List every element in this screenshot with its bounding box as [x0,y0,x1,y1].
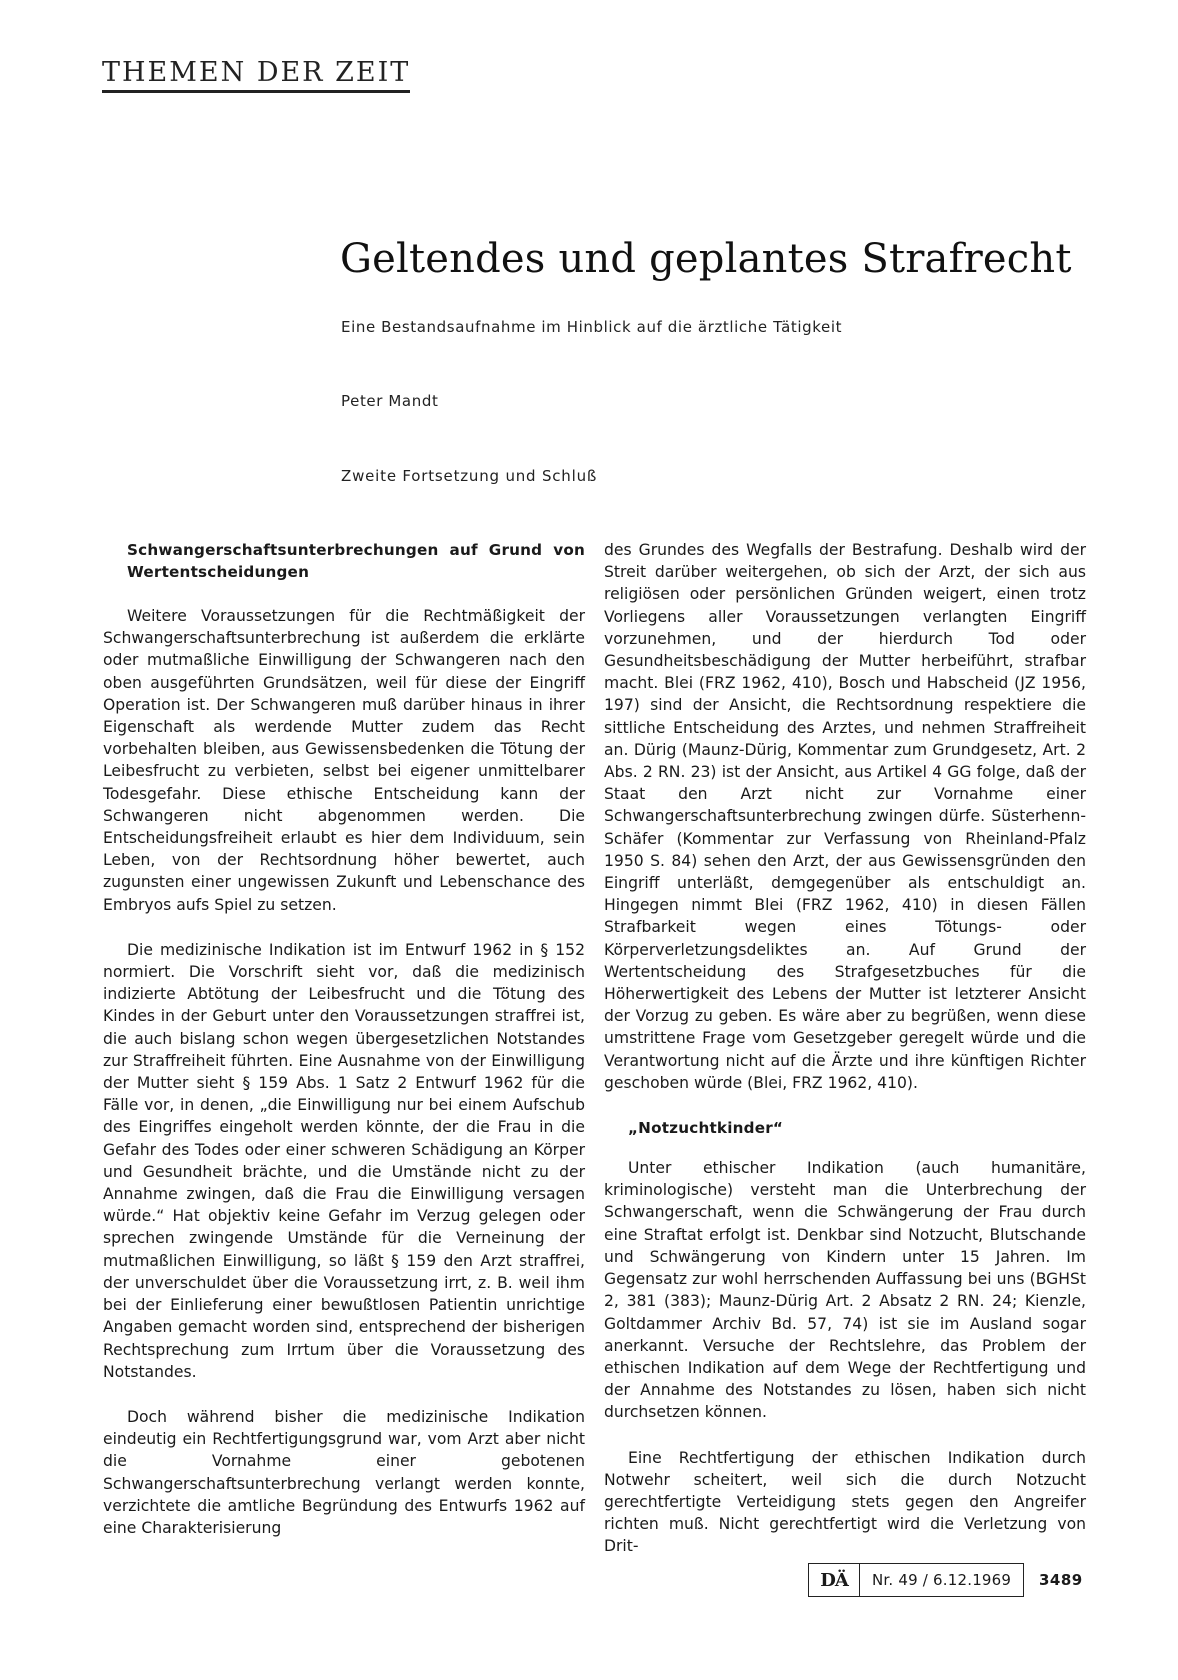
paragraph: Weitere Voraussetzungen für die Rechtmäßigkeit der Schwangerschaftsunterbrechung ist außerdem die erklärte oder mutmaßliche Einwilligung der Schwangeren nach den oben ausgeführten Grundsätzen, weil für diese der Eingriff Operation ist. Der Schwangeren muß darüber hinaus in ihrer Eigenschaft als werdende Mutter zudem das Recht vorbehalten bleiben, aus Gewissensbedenken die Tötung der Leibesfrucht zu verbieten, selbst bei eigener unmittelbarer Todesgefahr. Diese ethische Entscheidung kann der Schwangeren nicht abgenommen werden. Die Entscheidungsfreiheit erlaubt es hier dem Individuum, sein Leben, von der Rechtsordnung höher bewertet, auch zugunsten einer ungewissen Zukunft und Lebenschance des Embryos aufs Spiel zu setzen. [103,607,585,914]
paragraph: des Grundes des Wegfalls der Bestrafung. Deshalb wird der Streit darüber weitergehen, ob sich der Arzt, der sich aus religiösen oder persönlichen Gründen weigert, einen trotz Vorliegens aller Voraussetzungen verlangten Eingriff vorzunehmen, und der hierdurch Tod oder Gesundheitsbeschädigung der Mutter herbeiführt, strafbar macht. Blei (FRZ 1962, 410), Bosch und Habscheid (JZ 1956, 197) sind der Ansicht, die Rechtsordnung respektiere die sittliche Entscheidung des Arztes, und nehmen Straffreiheit an. Dürig (Maunz-Dürig, Kommentar zum Grundgesetz, Art. 2 Abs. 2 RN. 23) ist der Ansicht, aus Artikel 4 GG folge, daß der Staat den Arzt nicht zur Vornahme einer Schwangerschaftsunterbrechung zwingen dürfe. Süsterhenn-Schäfer (Kommentar zur Verfassung von Rheinland-Pfalz 1950 S. 84) sehen den Arzt, der aus Gewissensgründen den Eingriff unterläßt, demgegenüber als entschuldigt an. Hingegen nimmt Blei (FRZ 1962, 410) in diesen Fällen Strafbarkeit wegen eines Tötungs- oder Körperverletzungsdeliktes an. Auf Grund der Wertentscheidung des Strafgesetzbuches für die Höherwertigkeit des Lebens der Mutter ist letzterer Ansicht der Vorzug zu geben. Es wäre aber zu begrüßen, wenn diese umstrittene Frage vom Gesetzgeber geregelt würde und die Verantwortung nicht auf die Ärzte und ihre künftigen Richter geschoben würde (Blei, FRZ 1962, 410). [604,541,1086,1092]
article-title: Geltendes und geplantes Strafrecht [340,236,1072,282]
issue-info: Nr. 49 / 6.12.1969 [872,1571,1012,1589]
section-heading-wertentscheidungen: Schwangerschaftsunterbrechungen auf Grund von Wertentscheidungen [127,541,585,581]
journal-footer [808,1563,1024,1597]
continuation-note: Zweite Fortsetzung und Schluß [341,467,598,485]
section-label: THEMEN DER ZEIT [102,58,410,93]
article-subtitle: Eine Bestandsaufnahme im Hinblick auf die ärztliche Tätigkeit [341,318,843,336]
paragraph: Eine Rechtfertigung der ethischen Indikation durch Notwehr scheitert, weil sich die durch Notzucht gerechtfertigte Verteidigung stets gegen den Angreifer richten muß. Nicht gerechtfertigt wird die Verletzung von Drit- [604,1448,1086,1556]
article-author: Peter Mandt [341,392,439,410]
paragraph: Doch während bisher die medizinische Indikation eindeutig ein Rechtfertigungsgrund war, vom Arzt aber nicht die Vornahme einer gebotenen Schwangerschaftsunterbrechung verlangt werden konnte, verzichtete die amtliche Begründung des Entwurfs 1962 auf eine Charakterisierung [103,1407,585,1537]
paragraph: Die medizinische Indikation ist im Entwurf 1962 in § 152 normiert. Die Vorschrift sieht vor, daß die medizinisch indizierte Abtötung der Leibesfrucht und die Tötung des Kindes in der Geburt unter den Voraussetzungen straffrei ist, die auch bislang schon wegen übergesetzlichen Notstandes zur Straffreiheit führten. Eine Ausnahme von der Einwilligung der Mutter sieht § 159 Abs. 1 Satz 2 Entwurf 1962 für die Fälle vor, in denen, „die Einwilligung nur bei einem Aufschub des Eingriffes eingeholt werden könnte, der die Frau in die Gefahr des Todes oder einer schweren Schädigung an Körper und Gesundheit brächte, und die Umstände nicht zu der Annahme zwingen, daß die Frau die Einwilligung versagen würde.“ Hat objektiv keine Gefahr im Verzug gelegen oder sprechen zwingende Umstände für die Verneinung der mutmaßlichen Einwilligung, so läßt § 159 den Arzt straffrei, der unverschuldet über die Voraussetzung irrt, z. B. weil ihm bei der Einlieferung einer bewußtlosen Patientin unrichtige Angaben gemacht worden sind, entsprechend der bisherigen Rechtsprechung zum Irrtum über die Voraussetzung des Notstandes. [103,940,585,1381]
left-column [103,539,585,1562]
right-column [604,539,1086,1581]
journal-logo: DÄ [809,1564,860,1596]
page-number: 3489 [1039,1571,1083,1589]
section-heading-notzuchtkinder: „Notzuchtkinder“ [628,1119,784,1138]
paragraph: Unter ethischer Indikation (auch humanitäre, kriminologische) versteht man die Unterbrechung der Schwangerschaft, wenn die Schwängerung der Frau durch eine Straftat erfolgt ist. Denkbar sind Notzucht, Blutschande und Schwängerung von Kindern unter 15 Jahren. Im Gegensatz zur wohl herrschenden Auffassung bei uns (BGHSt 2, 381 (383); Maunz-Dürig Art. 2 Absatz 2 RN. 24; Kienzle, Goltdammer Archiv Bd. 57, 74) ist sie im Ausland sogar anerkannt. Versuche der Rechtslehre, das Problem der ethischen Indikation auf dem Wege der Rechtfertigung und der Annahme des Notstandes zu lösen, haben sich nicht durchsetzen können. [604,1159,1086,1422]
